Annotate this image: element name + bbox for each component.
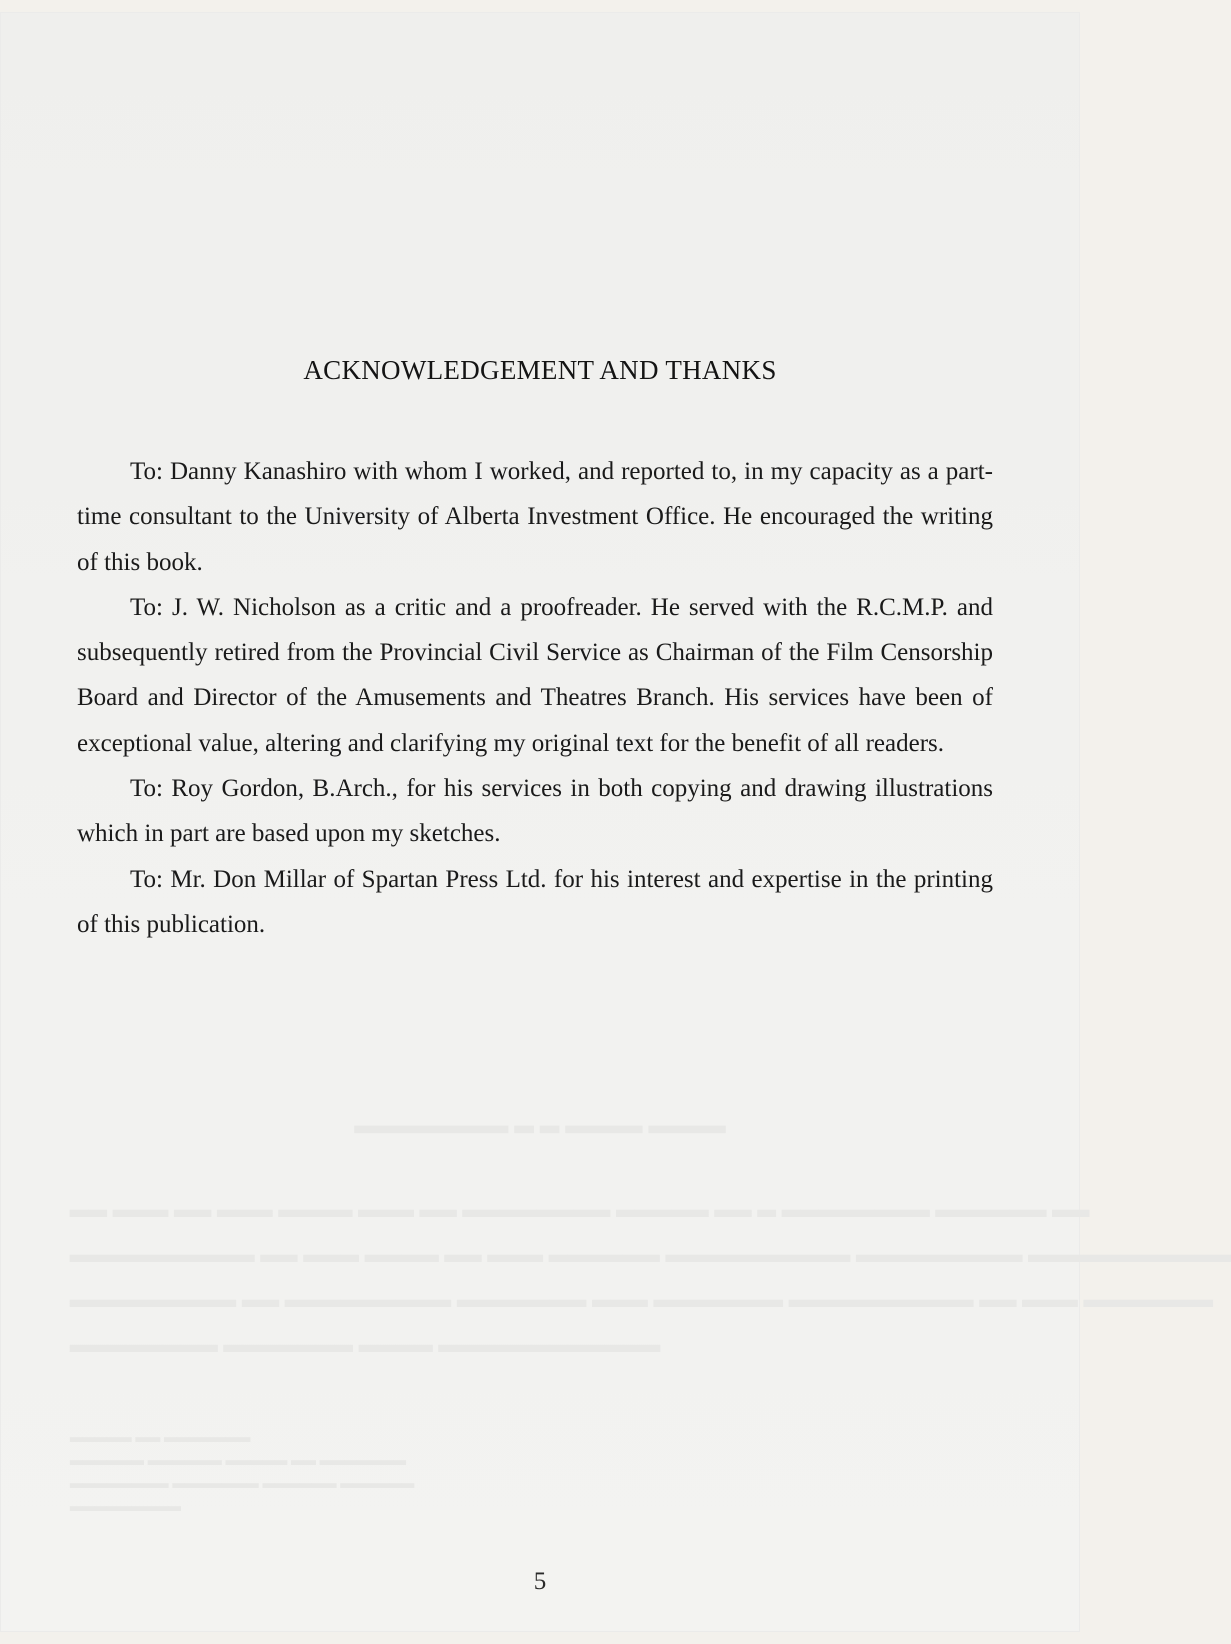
- page-title: ACKNOWLEDGEMENT AND THANKS: [303, 355, 777, 385]
- acknowledgement-paragraph-kanashiro: To: Danny Kanashiro with whom I worked, and reported to, in my capacity as a part-time consultant to the University of Alberta Investment Office. He encouraged the writing of this book.: [77, 458, 993, 576]
- acknowledgement-body: [77, 449, 993, 947]
- show-through-block: ▂▂ ▂▂▂ ▂▂ ▂▂▂ ▂▂▂▂ ▂▂▂ ▂▂ ▂▂▂▂▂▂▂▂ ▂▂▂▂▂ ▂▂ ▂ ▂▂▂▂▂▂▂▂ ▂▂▂▂▂▂ ▂▂ ▂▂▂▂▂▂▂▂▂▂ ▂▂ ▂▂▂ ▂▂▂▂ ▂▂ ▂▂▂ ▂▂▂▂▂▂ ▂▂▂▂▂▂▂▂▂▂ ▂▂▂▂▂▂▂▂▂ ▂▂▂▂▂▂▂▂▂▂▂ ▂▂▂▂▂▂▂▂▂ ▂▂ ▂▂▂▂▂▂▂▂▂ ▂▂▂▂▂▂▂ ▂▂▂ ▂▂▂▂▂▂▂ ▂▂▂▂▂▂▂▂▂▂ ▂▂ ▂▂▂ ▂▂▂▂▂▂▂ ▂▂▂▂▂▂▂▂ ▂▂▂▂▂▂▂ ▂▂▂▂ ▂▂▂▂▂▂▂▂▂▂▂▂: [70, 1191, 1231, 1352]
- book-page: [0, 12, 1231, 1632]
- page-number: 5: [533, 1568, 547, 1595]
- acknowledgement-paragraph-millar: To: Mr. Don Millar of Spartan Press Ltd. for his interest and expertise in the printing of this publication.: [77, 865, 993, 938]
- acknowledgement-paragraph-nicholson: To: J. W. Nicholson as a critic and a proofreader. He served with the R.C.M.P. and subsequently retired from the Provincial Civil Service as Chairman of the Film Censorship Board and Director of the Amusements and Theatres Branch. His services have been of exceptional value, altering and clarifying my original text for the benefit of all readers.: [77, 593, 993, 757]
- show-through-address: ▂▂▂▂▂ ▂▂ ▂▂▂▂▂▂▂ ▂▂▂▂▂▂ ▂▂▂▂▂▂ ▂▂▂▂▂ ▂▂ ▂▂▂▂▂▂▂ ▂▂▂▂▂▂▂▂ ▂▂▂▂▂▂▂ ▂▂▂▂▂▂ ▂▂▂▂▂▂ ▂▂▂▂▂▂▂▂▂: [70, 1425, 415, 1511]
- show-through-line: ▂▂▂▂▂▂▂▂ ▂ ▂ ▂▂▂▂ ▂▂▂▂: [354, 1106, 726, 1133]
- acknowledgement-paragraph-gordon: To: Roy Gordon, B.Arch., for his services in both copying and drawing illustrations which in part are based upon my sketches.: [77, 775, 993, 848]
